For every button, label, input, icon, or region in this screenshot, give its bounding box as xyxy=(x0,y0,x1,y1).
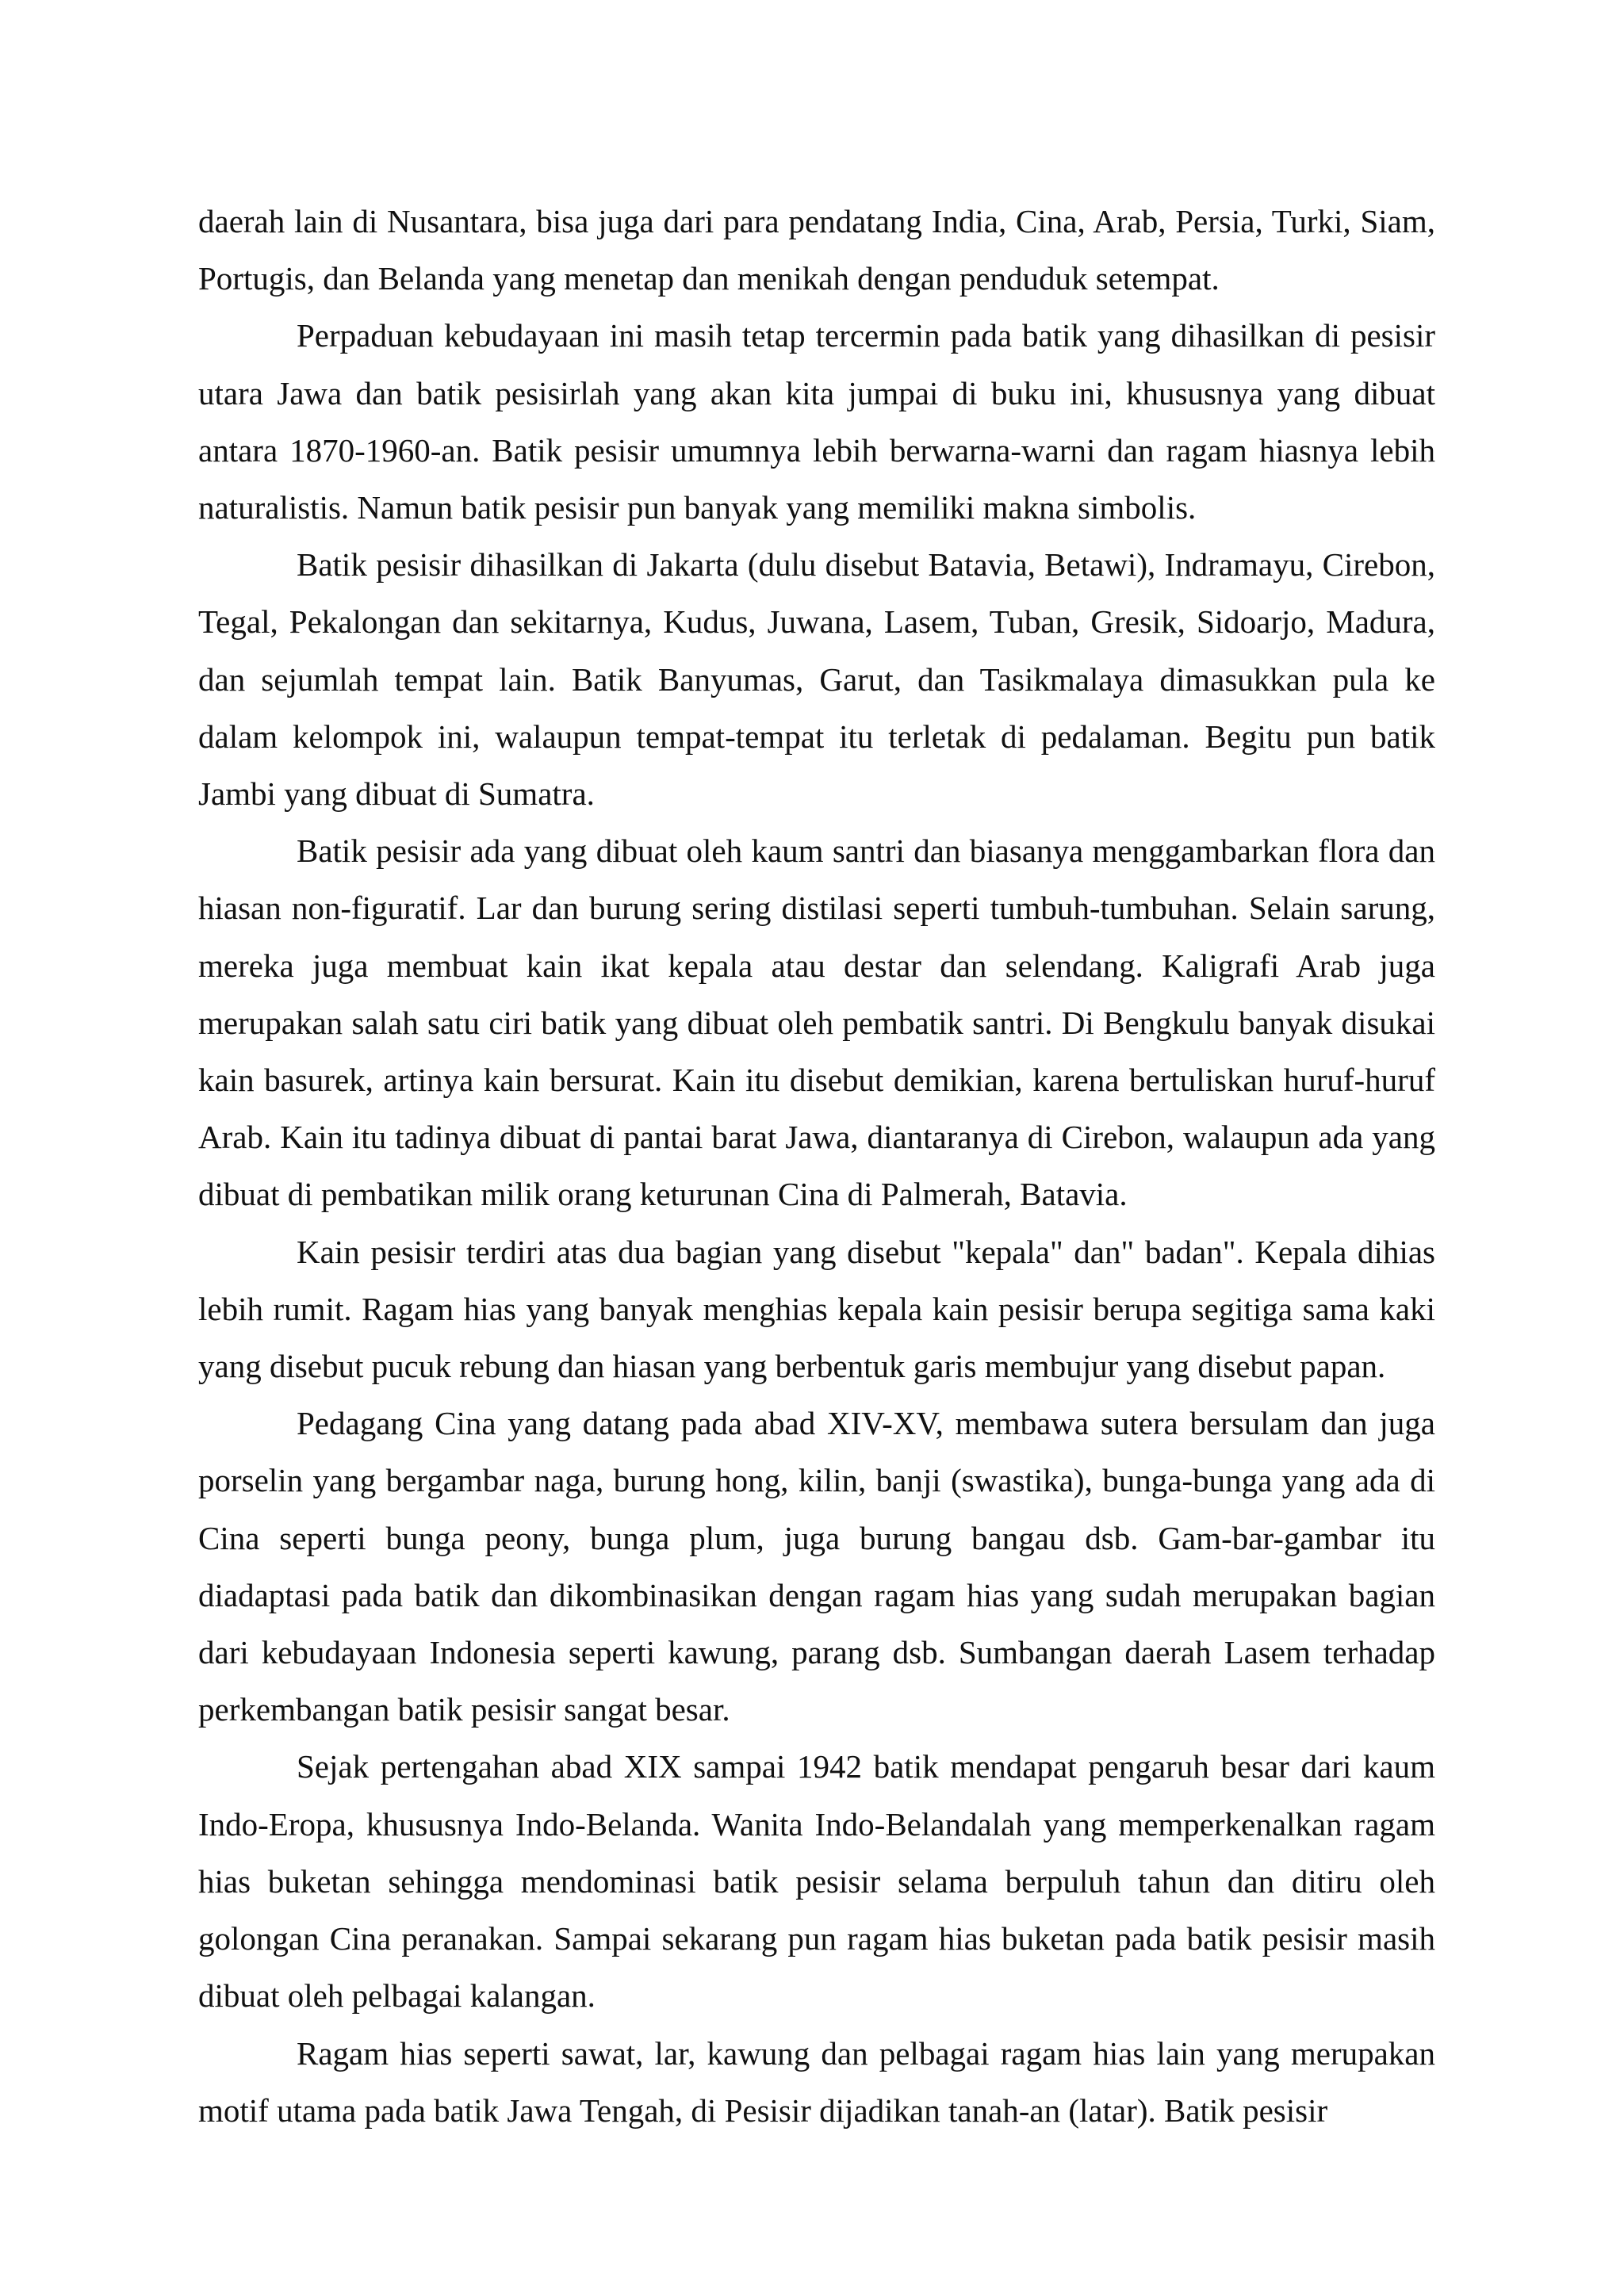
paragraph: Kain pesisir terdiri atas dua bagian yang disebut "kepala" dan" badan". Kepala dihias lebih rumit. Ragam hias yang banyak menghias kepala kain pesisir berupa segitiga sama kaki yang disebut pucuk rebung dan hiasan yang berbentuk garis membujur yang disebut papan. xyxy=(198,1233,1435,1385)
paragraph: Batik pesisir dihasilkan di Jakarta (dulu disebut Batavia, Betawi), Indramayu, Cirebon, Tegal, Pekalongan dan sekitarnya, Kudus, Juwana, Lasem, Tuban, Gresik, Sidoarjo, Madura, dan sejumlah tempat lain. Batik Banyumas, Garut, dan Tasikmalaya dimasukkan pula ke dalam kelompok ini, walaupun tempat-tempat itu terletak di pedalaman. Begitu pun batik Jambi yang dibuat di Sumatra. xyxy=(198,546,1435,813)
body-text xyxy=(198,193,1435,2139)
paragraph: Batik pesisir ada yang dibuat oleh kaum santri dan biasanya menggambarkan flora dan hiasan non-figuratif. Lar dan burung sering distilasi seperti tumbuh-tumbuhan. Selain sarung, mereka juga membuat kain ikat kepala atau destar dan selendang. Kaligrafi Arab juga merupakan salah satu ciri batik yang dibuat oleh pembatik santri. Di Bengkulu banyak disukai kain basurek, artinya kain bersurat. Kain itu disebut demikian, karena bertuliskan huruf-huruf Arab. Kain itu tadinya dibuat di pantai barat Jawa, diantaranya di Cirebon, walaupun ada yang dibuat di pembatikan milik orang keturunan Cina di Palmerah, Batavia. xyxy=(198,832,1435,1213)
paragraph-continued: daerah lain di Nusantara, bisa juga dari para pendatang India, Cina, Arab, Persia, Turki, Siam, Portugis, dan Belanda yang menetap dan menikah dengan penduduk setempat. xyxy=(198,203,1435,297)
paragraph: Pedagang Cina yang datang pada abad XIV-XV, membawa sutera bersulam dan juga porselin yang bergambar naga, burung hong, kilin, banji (swastika), bunga-bunga yang ada di Cina seperti bunga peony, bunga plum, juga burung bangau dsb. Gam-bar-gambar itu diadaptasi pada batik dan dikombinasikan dengan ragam hias yang sudah merupakan bagian dari kebudayaan Indonesia seperti kawung, parang dsb. Sumbangan daerah Lasem terhadap perkembangan batik pesisir sangat besar. xyxy=(198,1405,1435,1728)
paragraph-continues: Ragam hias seperti sawat, lar, kawung dan pelbagai ragam hias lain yang merupakan motif utama pada batik Jawa Tengah, di Pesisir dijadikan tanah-an (latar). Batik pesisir xyxy=(198,2034,1435,2129)
paragraph: Sejak pertengahan abad XIX sampai 1942 batik mendapat pengaruh besar dari kaum Indo-Eropa, khususnya Indo-Belanda. Wanita Indo-Belandalah yang memperkenalkan ragam hias buketan sehingga mendominasi batik pesisir selama berpuluh tahun dan ditiru oleh golongan Cina peranakan. Sampai sekarang pun ragam hias buketan pada batik pesisir masih dibuat oleh pelbagai kalangan. xyxy=(198,1748,1435,2015)
paragraph: Perpaduan kebudayaan ini masih tetap tercermin pada batik yang dihasilkan di pesisir utara Jawa dan batik pesisirlah yang akan kita jumpai di buku ini, khususnya yang dibuat antara 1870-1960-an. Batik pesisir umumnya lebih berwarna-warni dan ragam hiasnya lebih naturalistis. Namun batik pesisir pun banyak yang memiliki makna simbolis. xyxy=(198,317,1435,526)
